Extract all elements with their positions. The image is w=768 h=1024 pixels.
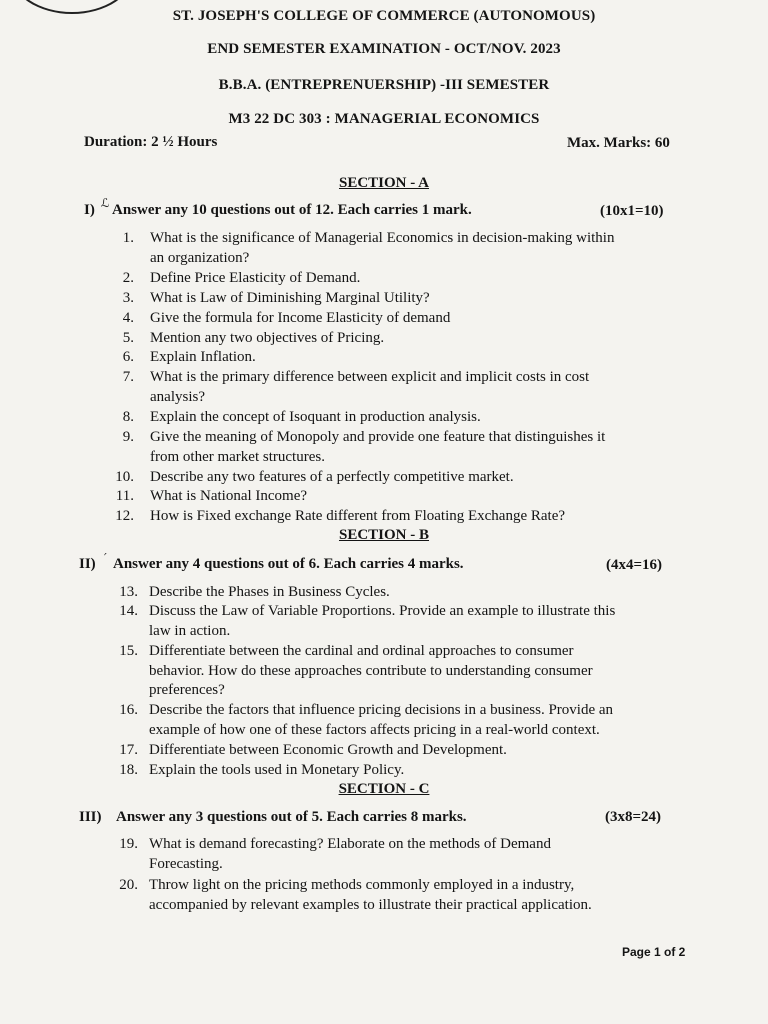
question-line: What is National Income? xyxy=(150,488,308,504)
question-text xyxy=(149,642,704,701)
question-text xyxy=(149,701,704,740)
question-item xyxy=(104,761,704,781)
question-line: Describe the factors that influence pricing decisions in a business. Provide an xyxy=(149,702,614,718)
question-number: 20. xyxy=(119,877,138,893)
question-text xyxy=(150,507,700,527)
question-number: 4. xyxy=(122,310,134,326)
section-a-marks: (10x1=10) xyxy=(600,203,664,219)
question-line: analysis? xyxy=(150,388,205,405)
question-number: 14. xyxy=(119,603,138,619)
section-c-marks: (3x8=24) xyxy=(605,809,662,825)
question-item xyxy=(100,487,700,507)
section-b-marks: (4x4=16) xyxy=(606,557,663,573)
question-item xyxy=(100,229,700,268)
question-line: example of how one of these factors affects pricing in a real-world context. xyxy=(149,721,600,738)
section-c-instruction xyxy=(79,809,467,826)
question-line: Give the formula for Income Elasticity of demand xyxy=(150,310,451,326)
question-line: Throw light on the pricing methods commonly employed in a industry, xyxy=(149,877,575,893)
question-line: from other market structures. xyxy=(150,448,325,465)
question-text xyxy=(149,602,704,641)
question-number: 7. xyxy=(122,369,134,385)
section-c-instruction-text: Answer any 3 questions out of 5. Each carries 8 marks. xyxy=(116,809,467,825)
question-number: 12. xyxy=(115,508,134,524)
section-c-roman: III) xyxy=(79,809,102,825)
question-item xyxy=(100,269,700,289)
question-number: 11. xyxy=(115,488,134,504)
question-text xyxy=(150,229,700,268)
question-line: Explain the tools used in Monetary Policy. xyxy=(149,762,405,778)
question-number: 5. xyxy=(122,330,134,346)
question-line: Describe any two features of a perfectly competitive market. xyxy=(150,469,514,485)
section-b-instruction xyxy=(79,556,464,573)
question-line: How is Fixed exchange Rate different from Floating Exchange Rate? xyxy=(150,508,566,524)
question-item xyxy=(100,507,700,527)
question-line: Mention any two objectives of Pricing. xyxy=(150,330,385,346)
question-item xyxy=(100,468,700,488)
section-a-instruction-text: Answer any 10 questions out of 12. Each carries 1 mark. xyxy=(112,202,472,218)
question-line: behavior. How do these approaches contribute to understanding consumer xyxy=(149,662,593,679)
handwritten-scribble: ′ xyxy=(104,551,107,565)
question-item xyxy=(104,835,704,874)
question-text xyxy=(149,876,704,915)
question-text xyxy=(150,309,700,329)
question-number: 18. xyxy=(119,762,138,778)
question-item xyxy=(104,583,704,603)
question-text xyxy=(149,761,704,781)
question-number: 3. xyxy=(122,290,134,306)
question-number: 19. xyxy=(119,836,138,852)
section-b-instruction-text: Answer any 4 questions out of 6. Each carries 4 marks. xyxy=(113,556,464,572)
question-text xyxy=(149,835,704,874)
question-number: 1. xyxy=(122,230,134,246)
question-line: Explain Inflation. xyxy=(150,349,256,365)
question-item xyxy=(100,329,700,349)
question-text xyxy=(150,329,700,349)
page-number: Page 1 of 2 xyxy=(622,945,686,959)
question-item xyxy=(100,348,700,368)
question-text xyxy=(150,487,700,507)
question-line: accompanied by relevant examples to illustrate their practical application. xyxy=(149,896,592,913)
question-item xyxy=(104,741,704,761)
question-text xyxy=(150,468,700,488)
course-title: M3 22 DC 303 : MANAGERIAL ECONOMICS xyxy=(228,111,540,127)
question-text xyxy=(150,368,700,407)
question-number: 13. xyxy=(119,584,138,600)
question-number: 10. xyxy=(115,469,134,485)
question-item xyxy=(100,408,700,428)
question-text xyxy=(150,269,700,289)
question-text xyxy=(149,741,704,761)
section-c-title: SECTION - C xyxy=(338,781,430,797)
section-a-roman: I) xyxy=(84,202,95,218)
section-b-title: SECTION - B xyxy=(338,527,430,543)
question-line: Discuss the Law of Variable Proportions. Provide an example to illustrate this xyxy=(149,603,616,619)
question-line: an organization? xyxy=(150,249,250,266)
question-text xyxy=(149,583,704,603)
question-line: What is Law of Diminishing Marginal Utility? xyxy=(150,290,430,306)
question-number: 15. xyxy=(119,643,138,659)
max-marks: Max. Marks: 60 xyxy=(567,135,670,151)
question-line: law in action. xyxy=(149,622,231,639)
handwritten-scribble: ℒ xyxy=(101,196,110,210)
question-line: What is the significance of Managerial Economics in decision-making within xyxy=(150,230,615,246)
section-b-roman: II) xyxy=(79,556,96,572)
question-number: 8. xyxy=(122,409,134,425)
question-text xyxy=(150,289,700,309)
question-line: What is demand forecasting? Elaborate on the methods of Demand xyxy=(149,836,551,852)
college-name: ST. JOSEPH'S COLLEGE OF COMMERCE (AUTONOMOUS) xyxy=(172,8,596,24)
question-number: 16. xyxy=(119,702,138,718)
question-item xyxy=(100,428,700,467)
question-text xyxy=(150,428,700,467)
question-number: 2. xyxy=(122,270,134,286)
question-item xyxy=(100,289,700,309)
question-line: Describe the Phases in Business Cycles. xyxy=(149,584,390,600)
question-item xyxy=(100,368,700,407)
question-line: Differentiate between the cardinal and ordinal approaches to consumer xyxy=(149,643,574,659)
question-line: Give the meaning of Monopoly and provide one feature that distinguishes it xyxy=(150,429,606,445)
question-line: What is the primary difference between explicit and implicit costs in cost xyxy=(150,369,590,385)
section-a-title: SECTION - A xyxy=(338,175,430,191)
question-item xyxy=(104,701,704,740)
question-number: 9. xyxy=(122,429,134,445)
exam-title: END SEMESTER EXAMINATION - OCT/NOV. 2023 xyxy=(207,41,561,57)
question-line: Explain the concept of Isoquant in production analysis. xyxy=(150,409,481,425)
program-title: B.B.A. (ENTREPRENUERSHIP) -III SEMESTER xyxy=(218,77,550,93)
question-item xyxy=(104,602,704,641)
section-a-instruction xyxy=(84,202,472,219)
question-item xyxy=(100,309,700,329)
question-line: Differentiate between Economic Growth and Development. xyxy=(149,742,507,758)
duration: Duration: 2 ½ Hours xyxy=(84,134,218,150)
question-text xyxy=(150,408,700,428)
question-line: Forecasting. xyxy=(149,855,223,872)
question-number: 17. xyxy=(119,742,138,758)
question-item xyxy=(104,642,704,701)
question-line: preferences? xyxy=(149,682,225,698)
question-text xyxy=(150,348,700,368)
question-number: 6. xyxy=(122,349,134,365)
question-item xyxy=(104,876,704,915)
question-line: Define Price Elasticity of Demand. xyxy=(150,270,361,286)
